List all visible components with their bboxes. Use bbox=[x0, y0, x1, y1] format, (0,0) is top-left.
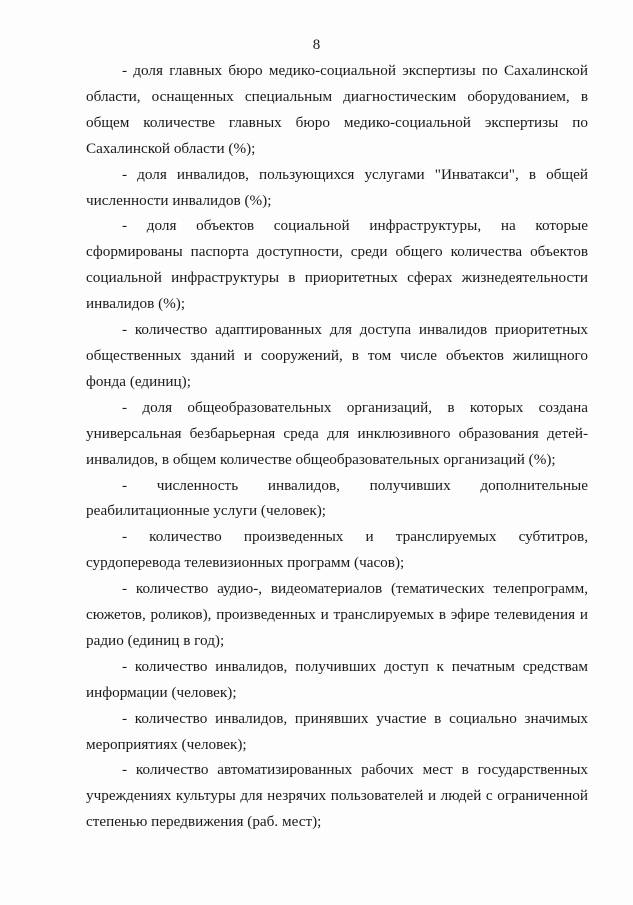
list-item: - количество аудио-, видеоматериалов (тематических телепрограмм, сюжетов, роликов), произведенных и транслируемых в эфире телевидения и радио (единиц в год); bbox=[86, 580, 588, 649]
page-number: 8 bbox=[312, 37, 321, 53]
list-item: - количество произведенных и транслируемых субтитров, сурдоперевода телевизионных программ (часов); bbox=[86, 528, 588, 572]
list-item: - доля инвалидов, пользующихся услугами "Инватакси", в общей численности инвалидов (%); bbox=[86, 165, 588, 209]
list-item: - численность инвалидов, получивших дополнительные реабилитационные услуги (человек); bbox=[86, 476, 588, 520]
list-item: - доля главных бюро медико-социальной экспертизы по Сахалинской области, оснащенных специальным диагностическим оборудованием, в общем количестве главных бюро медико-социальной экспертизы по Сахалинской области (%); bbox=[86, 62, 588, 157]
list-item: - доля общеобразовательных организаций, в которых создана универсальная безбарьерная среда для инклюзивного образования детей-инвалидов, в общем количестве общеобразовательных организаций (%); bbox=[86, 398, 588, 468]
list-item: - количество инвалидов, получивших доступ к печатным средствам информации (человек); bbox=[86, 657, 588, 701]
list-item: - доля объектов социальной инфраструктуры, на которые сформированы паспорта доступности, среди общего количества объектов социальной инфраструктуры в приоритетных сферах жизнедеятельности инвалидов (%); bbox=[86, 217, 588, 313]
list-item: - количество инвалидов, принявших участие в социально значимых мероприятиях (человек); bbox=[86, 709, 588, 753]
list-item: - количество автоматизированных рабочих мест в государственных учреждениях культуры для незрячих пользователей и людей с ограниченной степенью передвижения (раб. мест); bbox=[86, 761, 588, 831]
indicator-list bbox=[86, 58, 588, 835]
list-item: - количество адаптированных для доступа инвалидов приоритетных общественных зданий и сооружений, в том числе объектов жилищного фонда (единиц); bbox=[86, 321, 588, 390]
